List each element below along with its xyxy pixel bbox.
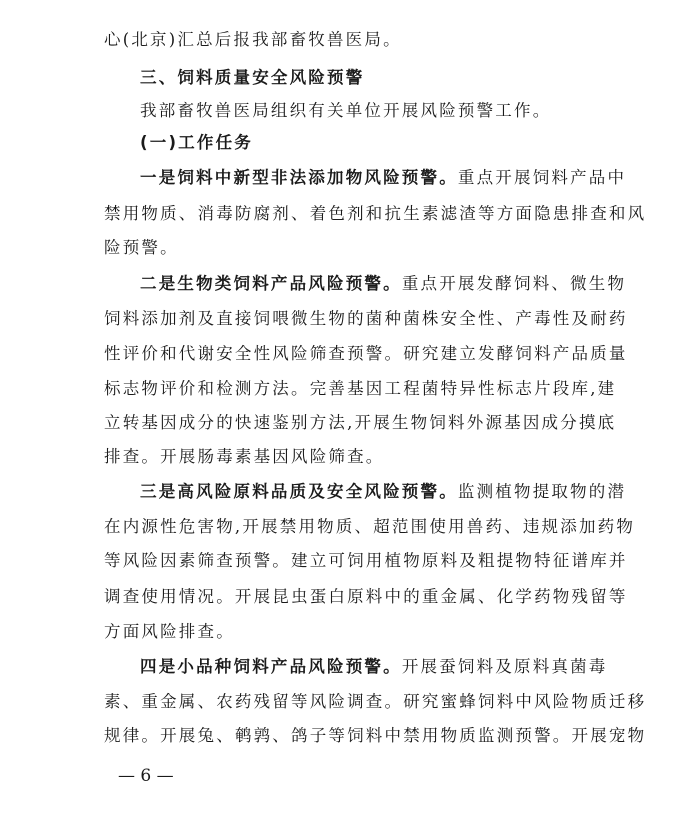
- bold-lead: 三是高风险原料品质及安全风险预警。: [140, 482, 458, 501]
- text-run: 在内源性危害物,开展禁用物质、超范围使用兽药、违规添加药物: [104, 517, 636, 536]
- bold-lead: 二是生物类饲料产品风险预警。: [140, 274, 402, 293]
- text-line: [104, 441, 596, 473]
- text-line: [104, 407, 617, 439]
- text-line: [140, 162, 627, 194]
- subsection-heading: [140, 127, 596, 159]
- text-line: [104, 686, 647, 718]
- text-run: 素、重金属、农药残留等风险调查。研究蜜蜂饲料中风险物质迁移: [104, 692, 647, 711]
- text-run: 性评价和代谢安全性风险筛查预警。研究建立发酵饲料产品质量: [104, 344, 628, 363]
- text-run: 方面风险排查。: [104, 622, 235, 641]
- text-line: [140, 268, 627, 300]
- text-line: [104, 581, 628, 613]
- text-run: 标志物评价和检测方法。完善基因工程菌特异性标志片段库,建: [104, 379, 617, 398]
- text-run: 饲料添加剂及直接饲喂微生物的菌种菌株安全性、产毒性及耐药: [104, 309, 628, 328]
- text-line: [104, 198, 647, 230]
- text-run: 心(北京)汇总后报我部畜牧兽医局。: [104, 30, 402, 49]
- text-line: [140, 651, 608, 683]
- text-line: [104, 338, 628, 370]
- text-line: [104, 24, 596, 56]
- text-run: 等风险因素筛查预警。建立可饲用植物原料及粗提物特征谱库并: [104, 551, 628, 570]
- text-line: [104, 511, 636, 543]
- text-run: 监测植物提取物的潜: [457, 482, 627, 501]
- text-run: 险预警。: [104, 238, 179, 257]
- text-run: 开展蚕饲料及原料真菌毒: [401, 657, 608, 676]
- text-run: 立转基因成分的快速鉴别方法,开展生物饲料外源基因成分摸底: [104, 413, 617, 432]
- text-line: [104, 616, 596, 648]
- text-run: 重点开展发酵饲料、微生物: [401, 274, 627, 293]
- section-heading: [140, 62, 596, 94]
- text-run: 重点开展饲料产品中: [457, 168, 627, 187]
- text-run: 三、饲料质量安全风险预警: [140, 68, 365, 87]
- text-run: 调查使用情况。开展昆虫蛋白原料中的重金属、化学药物残留等: [104, 587, 628, 606]
- text-line: [104, 545, 628, 577]
- text-run: 我部畜牧兽医局组织有关单位开展风险预警工作。: [140, 101, 552, 120]
- text-line: [104, 303, 628, 335]
- bold-lead: 一是饲料中新型非法添加物风险预警。: [140, 168, 458, 187]
- text-line: [104, 720, 647, 752]
- text-run: (一)工作任务: [140, 133, 253, 152]
- text-line: [140, 95, 596, 127]
- bold-lead: 四是小品种饲料产品风险预警。: [140, 657, 402, 676]
- text-line: [104, 373, 617, 405]
- text-run: 排查。开展肠毒素基因风险筛查。: [104, 447, 385, 466]
- text-line: [140, 476, 627, 508]
- text-run: 禁用物质、消毒防腐剂、着色剂和抗生素滤渣等方面隐患排查和风: [104, 204, 647, 223]
- text-line: [104, 232, 596, 264]
- page-number: — 6 —: [118, 766, 174, 786]
- text-run: 规律。开展兔、鹌鹑、鸽子等饲料中禁用物质监测预警。开展宠物: [104, 726, 647, 745]
